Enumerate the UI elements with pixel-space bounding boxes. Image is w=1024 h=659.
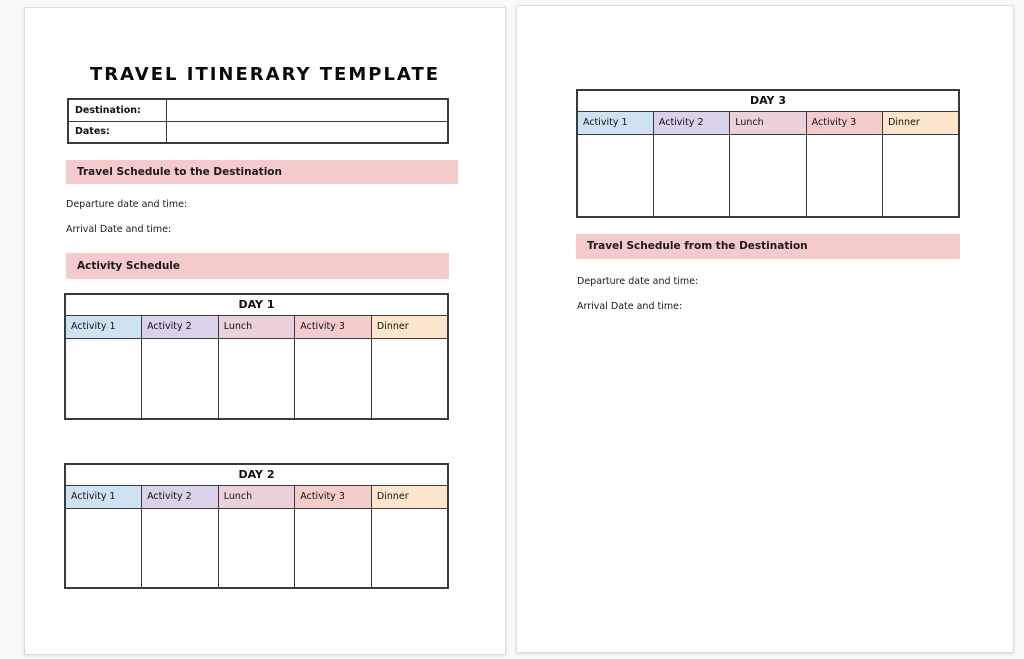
- day-2-title: DAY 2: [65, 464, 448, 485]
- day-1-lunch-cell[interactable]: [218, 338, 295, 419]
- day-1-table: [64, 293, 449, 420]
- column-header-activity-3: Activity 3: [806, 111, 882, 134]
- dates-value-cell[interactable]: [166, 121, 448, 143]
- column-header-activity-1: Activity 1: [65, 485, 142, 508]
- day-2-table: [64, 463, 449, 589]
- day-1-title: DAY 1: [65, 294, 448, 315]
- day-2-activity-2-cell[interactable]: [142, 508, 219, 588]
- column-header-activity-3: Activity 3: [295, 485, 372, 508]
- column-header-activity-1: Activity 1: [577, 111, 653, 134]
- day-1-activity-2-cell[interactable]: [142, 338, 219, 419]
- day-2-activity-3-cell[interactable]: [295, 508, 372, 588]
- column-header-activity-3: Activity 3: [295, 315, 372, 338]
- table-row: [65, 315, 448, 338]
- section-heading-activity-schedule: Activity Schedule: [66, 253, 449, 279]
- departure-date-label: Departure date and time:: [66, 199, 188, 210]
- dates-label: Dates:: [68, 121, 166, 143]
- day-3-table: [576, 89, 960, 218]
- table-row: [65, 338, 448, 419]
- column-header-activity-1: Activity 1: [65, 315, 142, 338]
- destination-label: Destination:: [68, 99, 166, 121]
- column-header-activity-2: Activity 2: [653, 111, 729, 134]
- table-row: [577, 134, 959, 217]
- destination-value-cell[interactable]: [166, 99, 448, 121]
- day-2-dinner-cell[interactable]: [371, 508, 448, 588]
- table-row: [65, 508, 448, 588]
- column-header-lunch: Lunch: [218, 485, 295, 508]
- day-3-lunch-cell[interactable]: [730, 134, 806, 217]
- column-header-lunch: Lunch: [218, 315, 295, 338]
- day-3-activity-2-cell[interactable]: [653, 134, 729, 217]
- day-3-activity-3-cell[interactable]: [806, 134, 882, 217]
- day-2-activity-1-cell[interactable]: [65, 508, 142, 588]
- column-header-dinner: Dinner: [371, 315, 448, 338]
- day-3-title: DAY 3: [577, 90, 959, 111]
- arrival-date-label: Arrival Date and time:: [66, 224, 172, 235]
- section-heading-travel-from: Travel Schedule from the Destination: [576, 234, 960, 259]
- day-3-dinner-cell[interactable]: [883, 134, 959, 217]
- section-heading-travel-to: Travel Schedule to the Destination: [66, 160, 458, 184]
- column-header-dinner: Dinner: [883, 111, 959, 134]
- table-row: [65, 464, 448, 485]
- table-row: [68, 99, 448, 121]
- column-header-dinner: Dinner: [371, 485, 448, 508]
- column-header-lunch: Lunch: [730, 111, 806, 134]
- table-row: [65, 294, 448, 315]
- document-page-2: [516, 5, 1014, 653]
- arrival-date-label: Arrival Date and time:: [577, 301, 683, 312]
- departure-date-label: Departure date and time:: [577, 276, 699, 287]
- day-1-dinner-cell[interactable]: [371, 338, 448, 419]
- table-row: [65, 485, 448, 508]
- document-page-1: [24, 7, 506, 655]
- table-row: [577, 111, 959, 134]
- day-1-activity-3-cell[interactable]: [295, 338, 372, 419]
- day-2-lunch-cell[interactable]: [218, 508, 295, 588]
- column-header-activity-2: Activity 2: [142, 315, 219, 338]
- document-title: TRAVEL ITINERARY TEMPLATE: [89, 64, 441, 85]
- day-3-activity-1-cell[interactable]: [577, 134, 653, 217]
- destination-dates-table: [67, 98, 449, 144]
- table-row: [577, 90, 959, 111]
- day-1-activity-1-cell[interactable]: [65, 338, 142, 419]
- table-row: [68, 121, 448, 143]
- column-header-activity-2: Activity 2: [142, 485, 219, 508]
